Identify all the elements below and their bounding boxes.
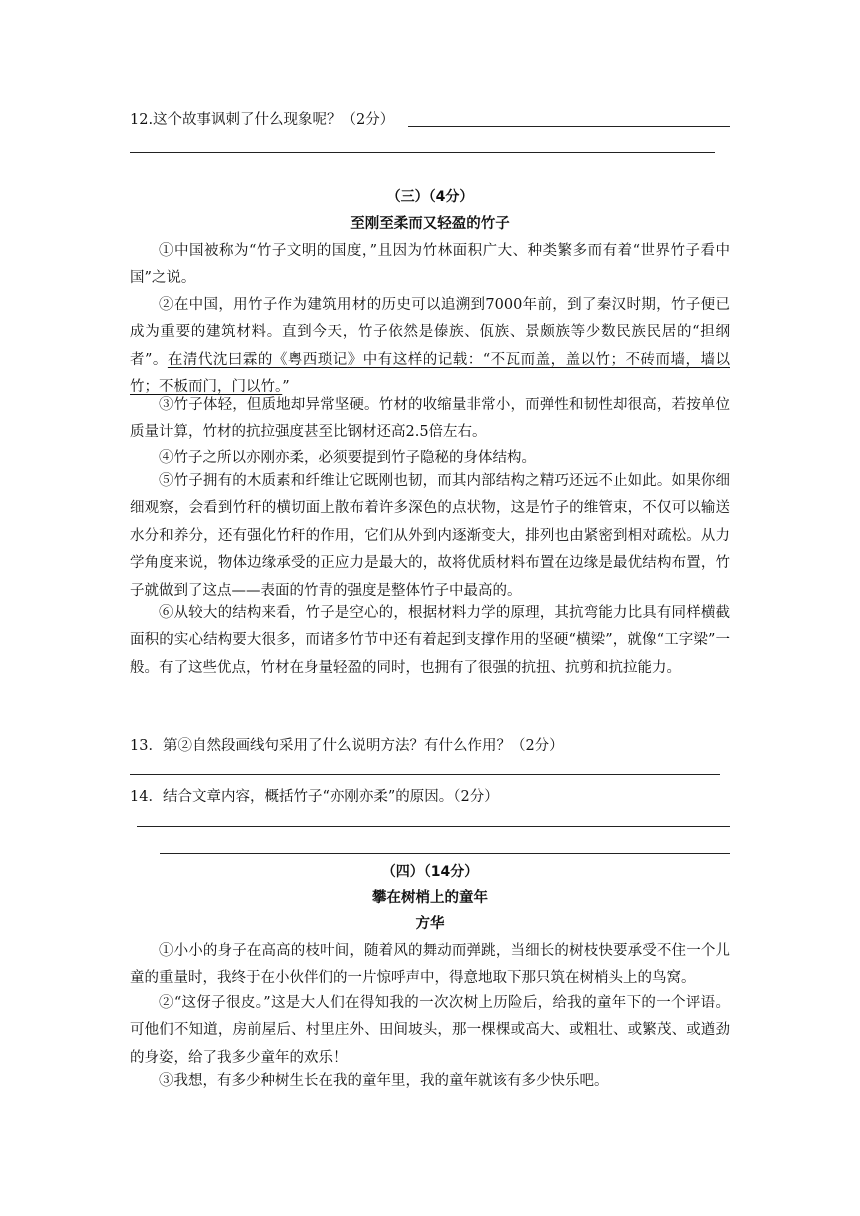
section-3-paragraph-1: ①中国被称为“竹子文明的国度，”且因为竹林面积广大、种类繁多而有着“世界竹子看中国”之说。 bbox=[130, 243, 730, 287]
answer-line-12b[interactable] bbox=[130, 152, 715, 153]
question-13: 13．第②自然段画线句采用了什么说明方法？有什么作用？（2分） bbox=[130, 738, 564, 754]
answer-line-13[interactable] bbox=[130, 774, 720, 775]
section-3-paragraph-2 bbox=[130, 292, 730, 402]
section-4-title: 攀在树梢上的童年 bbox=[372, 890, 488, 906]
section-4-paragraph-1: ①小小的身子在高高的枝叶间，随着风的舞动而弹跳，当细长的树枝快要承受不住一个儿童的重量时，我终于在小伙伴们的一片惊呼声中，得意地取下那只筑在树梢头上的鸟窝。 bbox=[130, 943, 730, 987]
section-3-paragraph-5: ⑤竹子拥有的木质素和纤维让它既刚也韧，而其内部结构之精巧还远不止如此。如果你细细观察，会看到竹秆的横切面上散布着许多深色的点状物，这是竹子的维管束，不仅可以输送水分和养分，还有强化竹秆的作用，它们从外到内逐渐变大，排列也由紧密到相对疏松。从力学角度来说，物体边缘承受的正应力是最大的，故将优质材料布置在边缘是最优结构布置，竹子就做到了这点——表面的竹青的强度是整体竹子中最高的。 bbox=[130, 473, 730, 599]
section-4-paragraph-2: ②“这伢子很皮。”这是大人们在得知我的一次次树上历险后，给我的童年下的一个评语。可他们不知道，房前屋后、村里庄外、田间坡头，那一棵棵或高大、或粗壮、或繁茂、或遒劲的身姿，给了我多少童年的欢乐！ bbox=[130, 995, 730, 1066]
section-3-paragraph-3: ③竹子体轻，但质地却异常坚硬。竹材的收缩量非常小，而弹性和韧性却很高，若按单位质量计算，竹材的抗拉强度甚至比钢材还高2.5倍左右。 bbox=[130, 397, 730, 441]
section-4-author: 方华 bbox=[415, 916, 445, 932]
underlined-sentence: 在清代沈曰霖的《粤西琐记》中有这样的记载：“不瓦而盖，盖以竹；不砖而墙，墙以竹；不板而门，门以竹。 bbox=[130, 351, 730, 396]
section-3-paragraph-6: ⑥从较大的结构来看，竹子是空心的，根据材料力学的原理，其抗弯能力比具有同样横截面积的实心结构要大很多，而诸多竹节中还有着起到支撑作用的坚硬“横梁”，就像“工字梁”一般。有了这些优点，竹材在身量轻盈的同时，也拥有了很强的抗扭、抗剪和抗拉能力。 bbox=[130, 605, 730, 676]
question-12: 12.这个故事讽刺了什么现象呢？（2分） bbox=[130, 112, 395, 128]
answer-line-14a[interactable] bbox=[137, 826, 730, 827]
section-4-header: （四）（14分） bbox=[381, 864, 479, 880]
section-3-header: （三）（4分） bbox=[386, 189, 474, 205]
answer-line-12a[interactable] bbox=[408, 126, 730, 127]
section-4-paragraph-3: ③我想，有多少种树生长在我的童年里，我的童年就该有多少快乐吧。 bbox=[159, 1073, 609, 1089]
paragraph-2-closing-quote: ” bbox=[282, 379, 290, 396]
paragraph-2-text: ②在中国，用竹子作为建筑用材的历史可以追溯到7000年前，到了秦汉时期，竹子便已成为重要的建筑材料。直到今天，竹子依然是傣族、佤族、景颇族等少数民族民居的“担纲者”。 bbox=[130, 297, 730, 368]
answer-line-14b[interactable] bbox=[160, 853, 730, 854]
section-3-title: 至刚至柔而又轻盈的竹子 bbox=[350, 216, 510, 232]
question-14: 14．结合文章内容，概括竹子“亦刚亦柔”的原因。（2分） bbox=[130, 789, 499, 805]
section-3-paragraph-4: ④竹子之所以亦刚亦柔，必须要提到竹子隐秘的身体结构。 bbox=[159, 450, 536, 466]
